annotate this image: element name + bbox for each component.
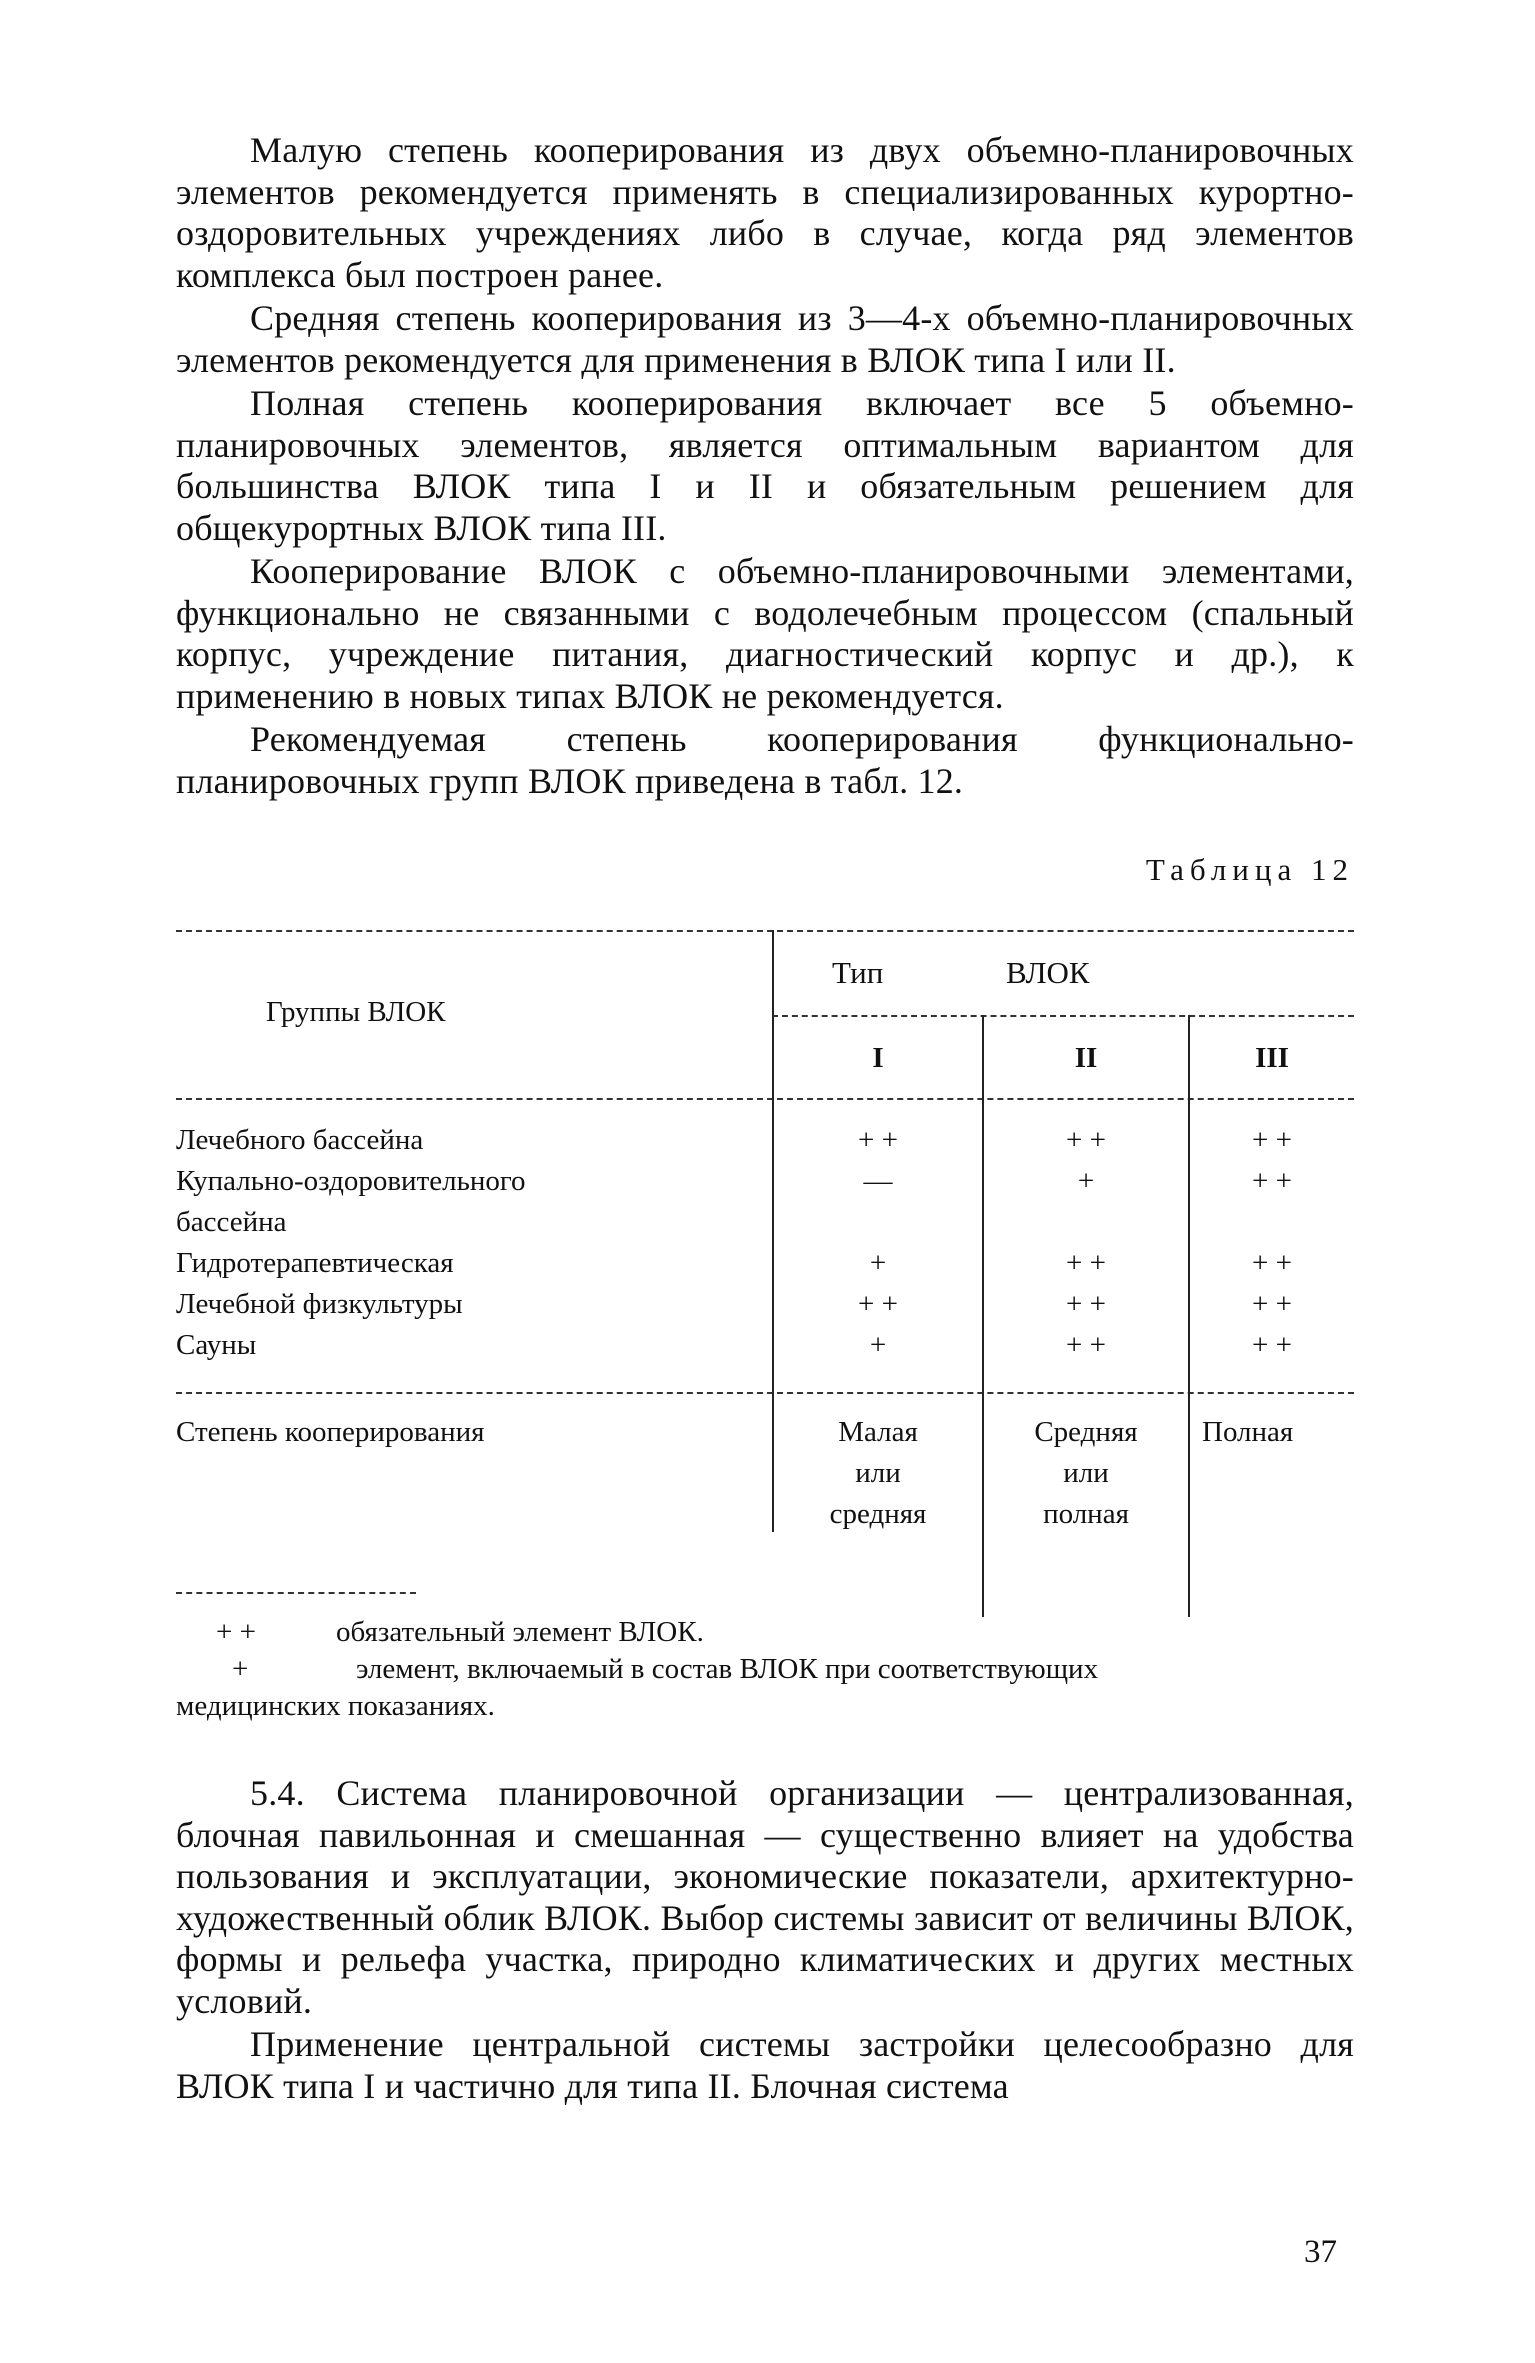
table-caption: Таблица 12 (1145, 852, 1354, 887)
cell-type-1: + (869, 1247, 887, 1279)
row-label: Лечебной физкультуры (176, 1288, 463, 1320)
header-mid-rule (772, 1015, 1354, 1017)
cell-type-2: + + (1066, 1247, 1106, 1279)
col-type-3: III (1255, 1042, 1289, 1074)
footnote-symbol: + (232, 1653, 249, 1685)
degree-label: Степень кооперирования (176, 1416, 485, 1448)
degree-type-3: Полная (1202, 1416, 1294, 1448)
paragraph: Полная степень кооперирования включает все 5 объемно-планировочных элементов, является оптимальным вариантом для большинства ВЛОК типа I и II и обязательным решением для общекурортных ВЛОК типа III. (176, 383, 1354, 548)
type-header-vlok: ВЛОК (1006, 955, 1090, 990)
page-content (176, 130, 1354, 2109)
cell-type-2: + + (1066, 1288, 1106, 1320)
header-bottom-rule (176, 1098, 1354, 1100)
cell-type-2: + + (1066, 1329, 1106, 1361)
cell-type-3: + + (1252, 1329, 1292, 1361)
group-header: Группы ВЛОК (266, 996, 446, 1028)
cooperation-table (176, 930, 1354, 1570)
cell-type-1: — (863, 1165, 893, 1197)
footnote-continuation: медицинских показаниях. (176, 1690, 495, 1722)
footnote-text: элемент, включаемый в состав ВЛОК при соответствующих (356, 1653, 1099, 1685)
page-number: 37 (1304, 2234, 1337, 2270)
cell-type-1: + + (858, 1124, 898, 1156)
footnote-text: обязательный элемент ВЛОК. (336, 1616, 704, 1648)
cell-type-3: + + (1252, 1247, 1292, 1279)
paragraph: Рекомендуемая степень кооперирования функционально-планировочных групп ВЛОК приведена в табл. 12. (176, 719, 1354, 801)
paragraph: Применение центральной системы застройки целесообразно для ВЛОК типа I и частично для типа II. Блочная система (176, 2024, 1354, 2106)
cell-type-3: + + (1252, 1165, 1292, 1197)
paragraph: Малую степень кооперирования из двух объемно-планировочных элементов рекомендуется применять в специализированных курортно-оздоровительных учреждениях либо в случае, когда ряд элементов комплекса был построен ранее. (176, 130, 1354, 295)
row-label: Гидротерапевтическая (176, 1247, 454, 1279)
cell-type-3: + + (1252, 1124, 1292, 1156)
degree-type-2: Средняя или полная (1034, 1416, 1138, 1530)
row-label: бассейна (176, 1206, 287, 1238)
footnote-separator (176, 1592, 416, 1594)
col-type-2: II (1074, 1042, 1098, 1074)
cell-type-1: + + (858, 1288, 898, 1320)
row-label: Сауны (176, 1329, 257, 1361)
paragraph: Средняя степень кооперирования из 3—4-х объемно-планировочных элементов рекомендуется для применения в ВЛОК типа I или II. (176, 298, 1354, 380)
cell-type-3: + + (1252, 1288, 1292, 1320)
footnote (176, 1614, 1354, 1651)
row-label: Лечебного бассейна (176, 1124, 424, 1156)
section-5-4 (176, 1773, 1354, 2107)
footnote (176, 1651, 1354, 1688)
cell-type-2: + + (1066, 1124, 1106, 1156)
footnote-symbol: + + (216, 1616, 256, 1648)
table-top-rule (176, 930, 1354, 932)
cell-type-2: + (1077, 1165, 1095, 1197)
degree-type-1: Малая или средняя (829, 1416, 927, 1530)
col-type-1: I (872, 1042, 884, 1074)
paragraph: Кооперирование ВЛОК с объемно-планировочными элементами, функционально не связанными с водолечебным процессом (спальный корпус, учреждение питания, диагностический корпус и др.), к применению в новых типах ВЛОК не рекомендуется. (176, 551, 1354, 716)
cell-type-1: + (869, 1329, 887, 1361)
type-header: Тип (832, 955, 884, 990)
row-label: Купально-оздоровительного (176, 1165, 526, 1197)
paragraph: 5.4. Система планировочной организации — централизованная, блочная павильонная и смешанная — существенно влияет на удобства пользования и эксплуатации, экономические показатели, архитектурно-художественный облик ВЛОК. Выбор системы зависит от величины ВЛОК, формы и рельефа участка, природно климатических и других местных условий. (176, 1773, 1354, 2021)
body-bottom-rule (176, 1392, 1354, 1394)
footnotes (176, 1592, 1354, 1725)
